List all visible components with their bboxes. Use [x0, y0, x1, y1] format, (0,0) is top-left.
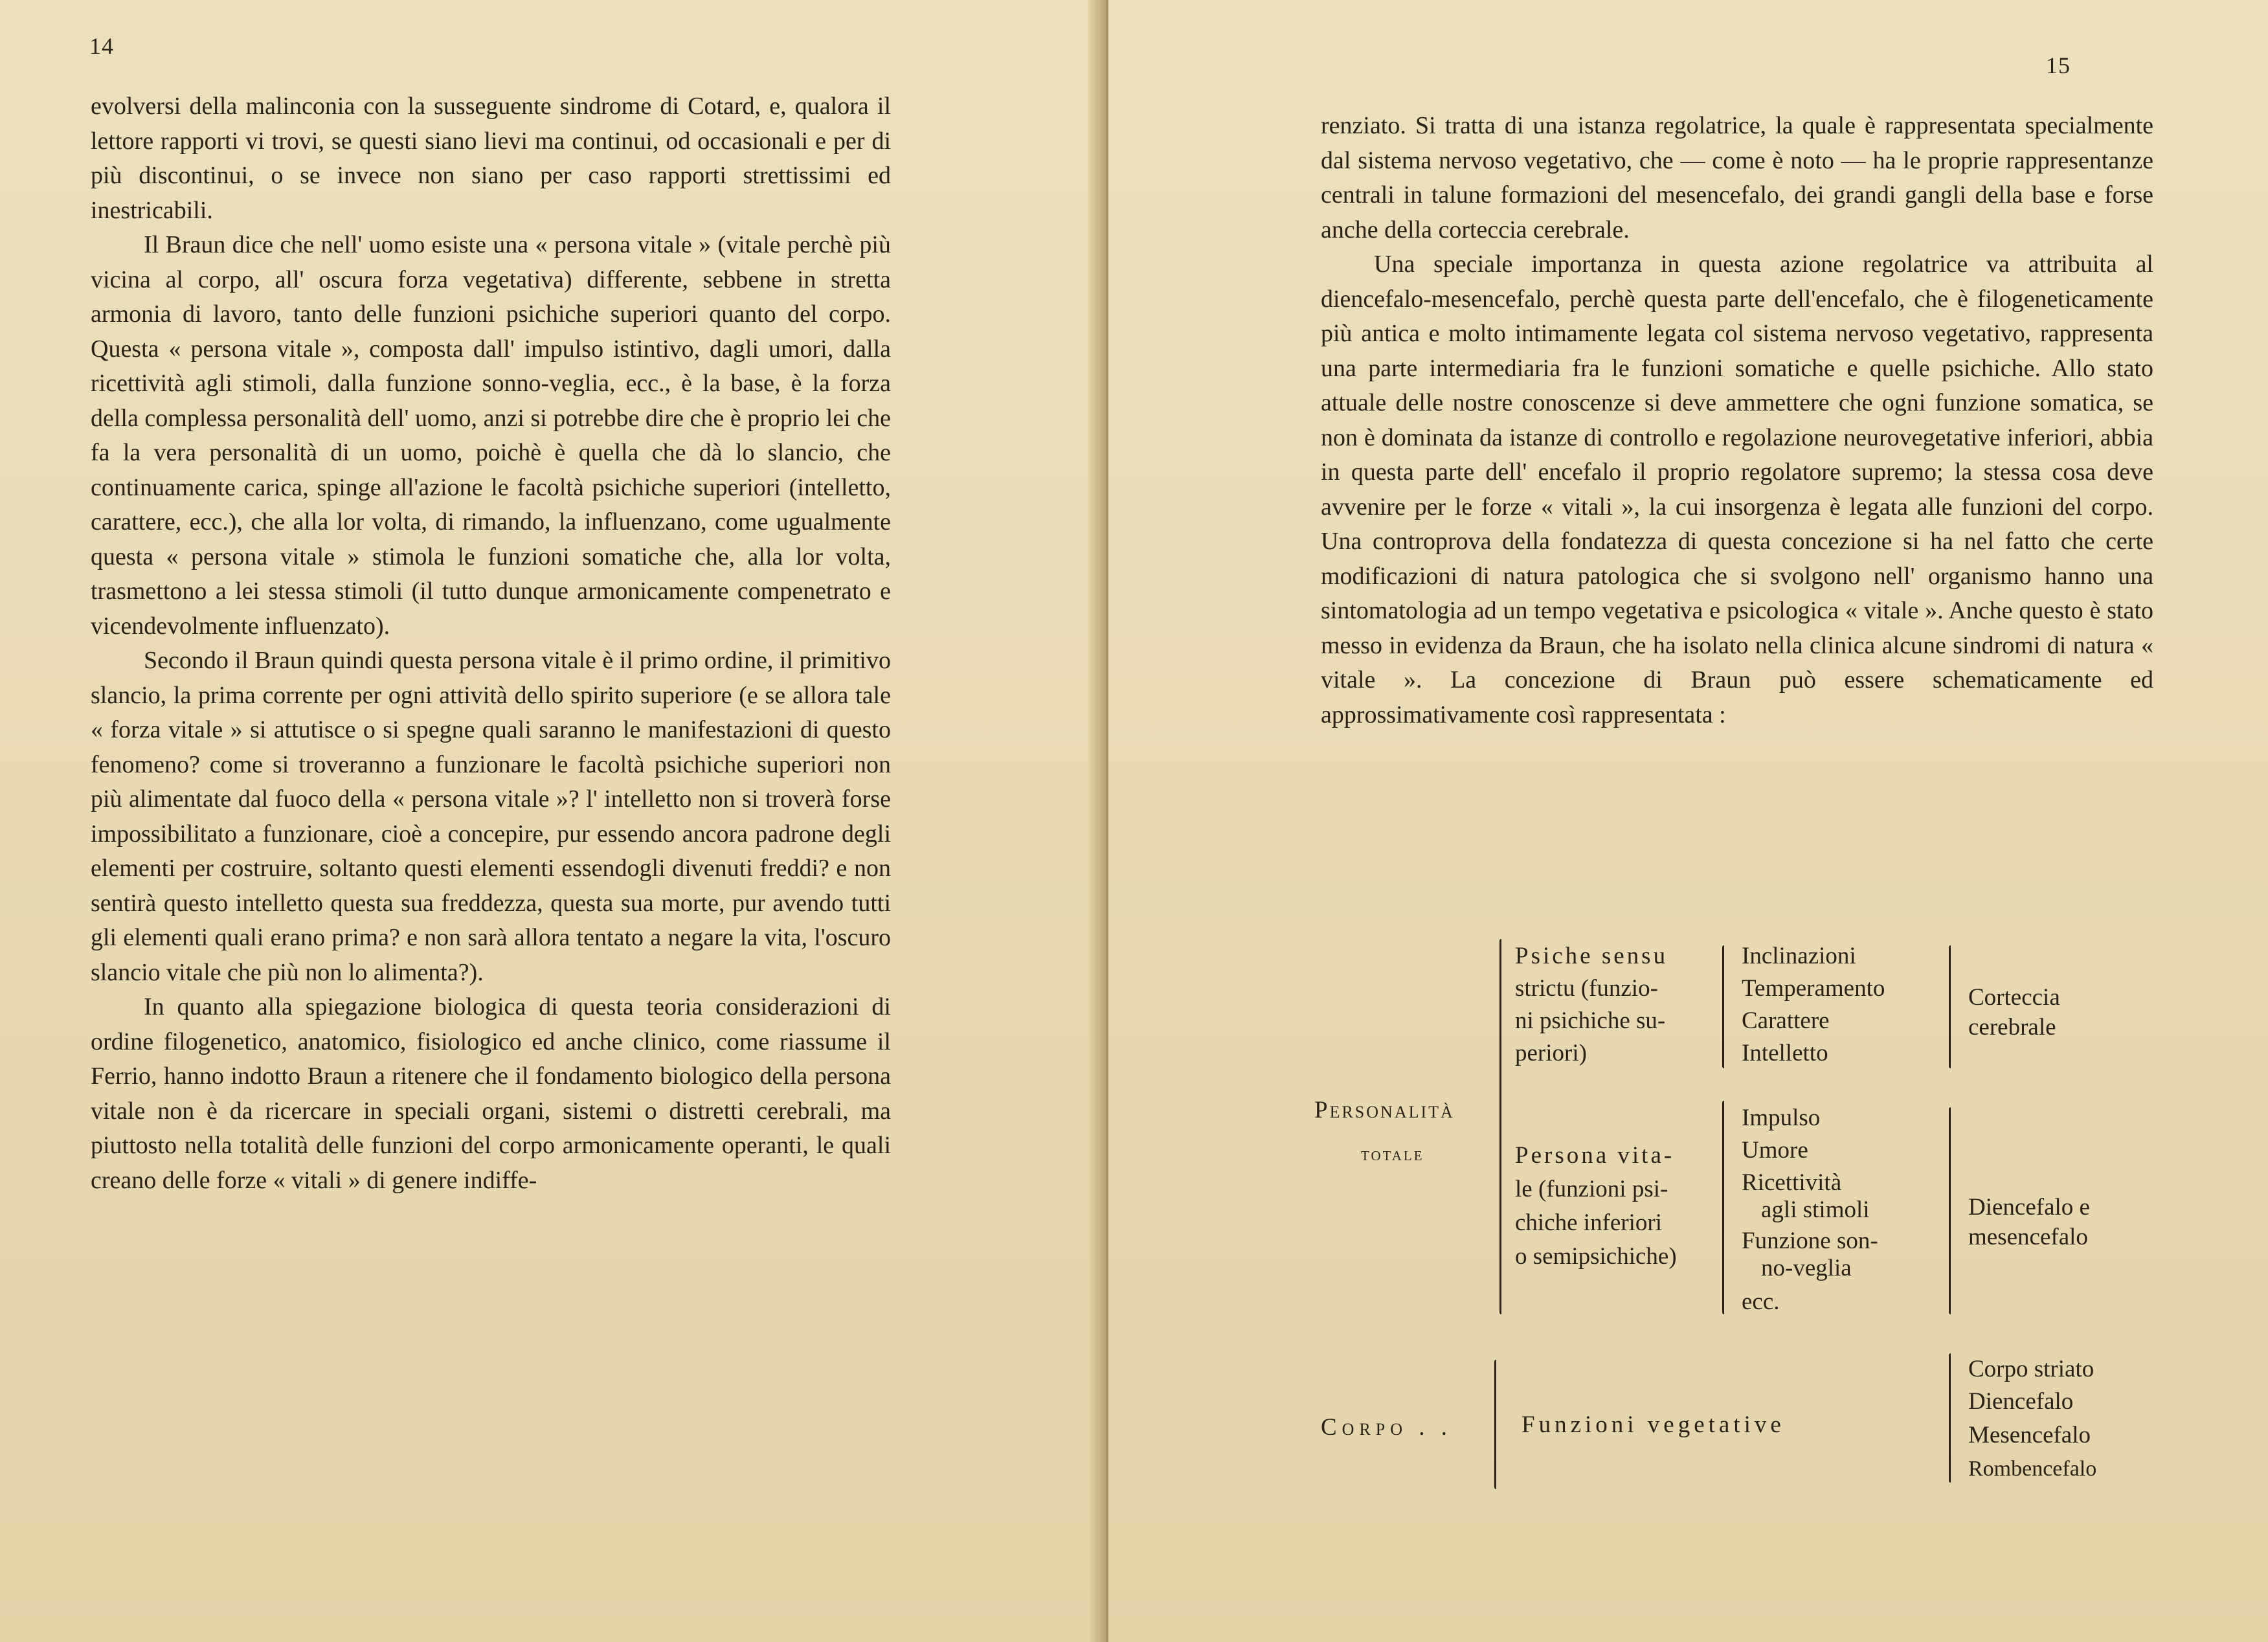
schema-corpo-brace [1494, 1360, 1496, 1489]
schema-vitale-seat: mesencefalo [1968, 1224, 2088, 1250]
right-page-text [1321, 109, 2153, 732]
schema-psiche-item: Intelletto [1742, 1040, 1828, 1066]
paragraph: evolversi della malinconia con la susseguente sindrome di Cotard, e, qualora il lettore rapporti vi trovi, se questi siano lievi ma continui, od occasionali e per di più discontinui, o se invece non siano per caso rapporti strettissimi ed inestricabili. [91, 93, 891, 224]
schema-psiche-line: strictu (funzio- [1515, 975, 1658, 1002]
schema-vitale-line: o semipsichiche) [1515, 1243, 1677, 1270]
schema-vitale-item: no-veglia [1761, 1255, 1852, 1281]
schema-psiche-seat-brace [1949, 945, 1951, 1068]
schema-vitale-item: Impulso [1742, 1105, 1821, 1131]
schema-vitale-seat-brace [1949, 1107, 1951, 1314]
braun-schema [1314, 932, 2156, 1515]
paragraph: renziato. Si tratta di una istanza regolatrice, la quale è rappresentata specialmente dal sistema nervoso vegetativo, che — come è noto — ha le proprie rappresentanze centrali in talune formazioni del mesencefalo, dei grandi gangli della base e forse anche della corteccia cerebrale. [1321, 112, 2153, 243]
schema-psiche-seat: cerebrale [1968, 1014, 2056, 1040]
schema-totale-label: totale [1361, 1143, 1424, 1165]
schema-vitale-seat: Diencefalo e [1968, 1194, 2090, 1220]
left-page-text [91, 89, 891, 1198]
schema-vitale-item: Funzione son- [1742, 1228, 1878, 1254]
schema-corpo-item: Corpo striato [1968, 1356, 2094, 1382]
schema-corpo-items-brace [1949, 1353, 1951, 1483]
schema-personalita-label: Personalità [1314, 1097, 1455, 1123]
schema-vitale-item: Umore [1742, 1137, 1808, 1164]
schema-vitale-item: ecc. [1742, 1288, 1780, 1315]
page-number-left: 14 [89, 33, 114, 59]
schema-psiche-line: Psiche sensu [1515, 943, 1668, 969]
schema-psiche-item: Inclinazioni [1742, 943, 1856, 969]
schema-corpo-item: Mesencefalo [1968, 1422, 2091, 1448]
schema-corpo-label: Corpo . . [1321, 1414, 1453, 1441]
page-number-right: 15 [2046, 52, 2071, 78]
paragraph: Una speciale importanza in questa azione regolatrice va attribuita al diencefalo-mesencefalo, perchè questa parte dell'encefalo, che è filogeneticamente più antica e molto intimamente legata col sistema nervoso vegetativo, rappresenta una parte intermediaria fra le funzioni somatiche e quelle psichiche. Allo stato attuale delle nostre conoscenze si deve ammettere che ogni funzione somatica, se non è dominata da istanze di controllo e regolazione neurovegetative inferiori, abbia in questa parte dell' encefalo il proprio regolatore supremo; la stessa cosa deve avvenire per le forze « vitali », la cui insorgenza è legata alle funzioni del corpo. Una controprova della fondatezza di questa concezione si ha nel fatto che certe modificazioni di natura patologica che si svolgono nell' organismo hanno una sintomatologia ad un tempo vegetativa e psicologica « vitale ». Anche questo è stato messo in evidenza da Braun, che ha isolato nella clinica alcune sindromi di natura « vitale ». La concezione di Braun può essere schematicamente ed approssimativamente così rappresentata : [1321, 251, 2153, 728]
schema-psiche-line: periori) [1515, 1040, 1587, 1066]
schema-psiche-item: Carattere [1742, 1007, 1830, 1034]
schema-main-brace [1499, 939, 1501, 1314]
paragraph: Secondo il Braun quindi questa persona vitale è il primo ordine, il primitivo slancio, la prima corrente per ogni attività dello spirito superiore (e se allora tale « forza vitale » si attutisce o si spegne quali saranno le manifestazioni di questo fenomeno? come si troveranno a funzionare le facoltà psichiche superiori non più alimentate dal fuoco della « persona vitale »? l' intelletto non si troverà forse impossibilitato a funzionare, cioè a concepire, pur essendo ancora padrone degli elementi per costruire, soltanto questi elementi essendogli divenuti freddi? e non sentirà questo intelletto questa sua freddezza, questa sua morte, pur avendo tutti gli elementi quali erano prima? e non sarà allora tentato a negare la vita, l'oscuro slancio vitale che più non lo alimenta?). [91, 647, 891, 986]
paragraph: In quanto alla spiegazione biologica di questa teoria considerazioni di ordine filogenetico, anatomico, fisiologico ed anche clinico, come riassume il Ferrio, hanno indotto Braun a ritenere che il fondamento biologico della persona vitale non è da ricercare in speciali organi, sistemi o distretti cerebrali, ma piuttosto nella totalità delle funzioni del corpo armonicamente operanti, le quali creano delle forze « vitali » di genere indiffe- [91, 993, 891, 1194]
schema-corpo-item: Diencefalo [1968, 1388, 2074, 1415]
schema-vitale-line: chiche inferiori [1515, 1209, 1663, 1236]
schema-psiche-item: Temperamento [1742, 975, 1885, 1002]
schema-vitale-line: le (funzioni psi- [1515, 1176, 1668, 1202]
schema-corpo-function: Funzioni vegetative [1521, 1411, 1785, 1438]
schema-psiche-seat: Corteccia [1968, 984, 2060, 1011]
schema-vitale-item: Ricettività [1742, 1169, 1842, 1196]
schema-vitale-line: Persona vita- [1515, 1142, 1675, 1169]
schema-vitale-brace [1722, 1101, 1724, 1314]
left-page [0, 0, 1101, 1642]
paragraph: Il Braun dice che nell' uomo esiste una « persona vitale » (vitale perchè più vicina al corpo, all' oscura forza vegetativa) differente, sebbene in stretta armonia di lavoro, tanto delle funzioni psichiche superiori quanto del corpo. Questa « persona vitale », composta dall' impulso istintivo, dagli umori, dalla ricettività agli stimoli, dalla funzione sonno-veglia, ecc., è la base, è la forza della complessa personalità dell' uomo, anzi si potrebbe dire che è proprio lei che fa la vera personalità di un uomo, poichè è quella che dà lo slancio, che continuamente carica, spinge all'azione le facoltà psichiche superiori (intelletto, carattere, ecc.), che alla lor volta, di rimando, la influenzano, come ugualmente questa « persona vitale » stimola le funzioni somatiche che, alla lor volta, trasmettono a lei stessa stimoli (il tutto dunque armonicamente compenetrato e vicendevolmente influenzato). [91, 231, 891, 640]
schema-corpo-item: Rombencefalo [1968, 1457, 2097, 1481]
schema-psiche-line: ni psichiche su- [1515, 1007, 1666, 1034]
schema-vitale-item: agli stimoli [1761, 1197, 1870, 1223]
schema-psiche-brace [1722, 945, 1724, 1068]
